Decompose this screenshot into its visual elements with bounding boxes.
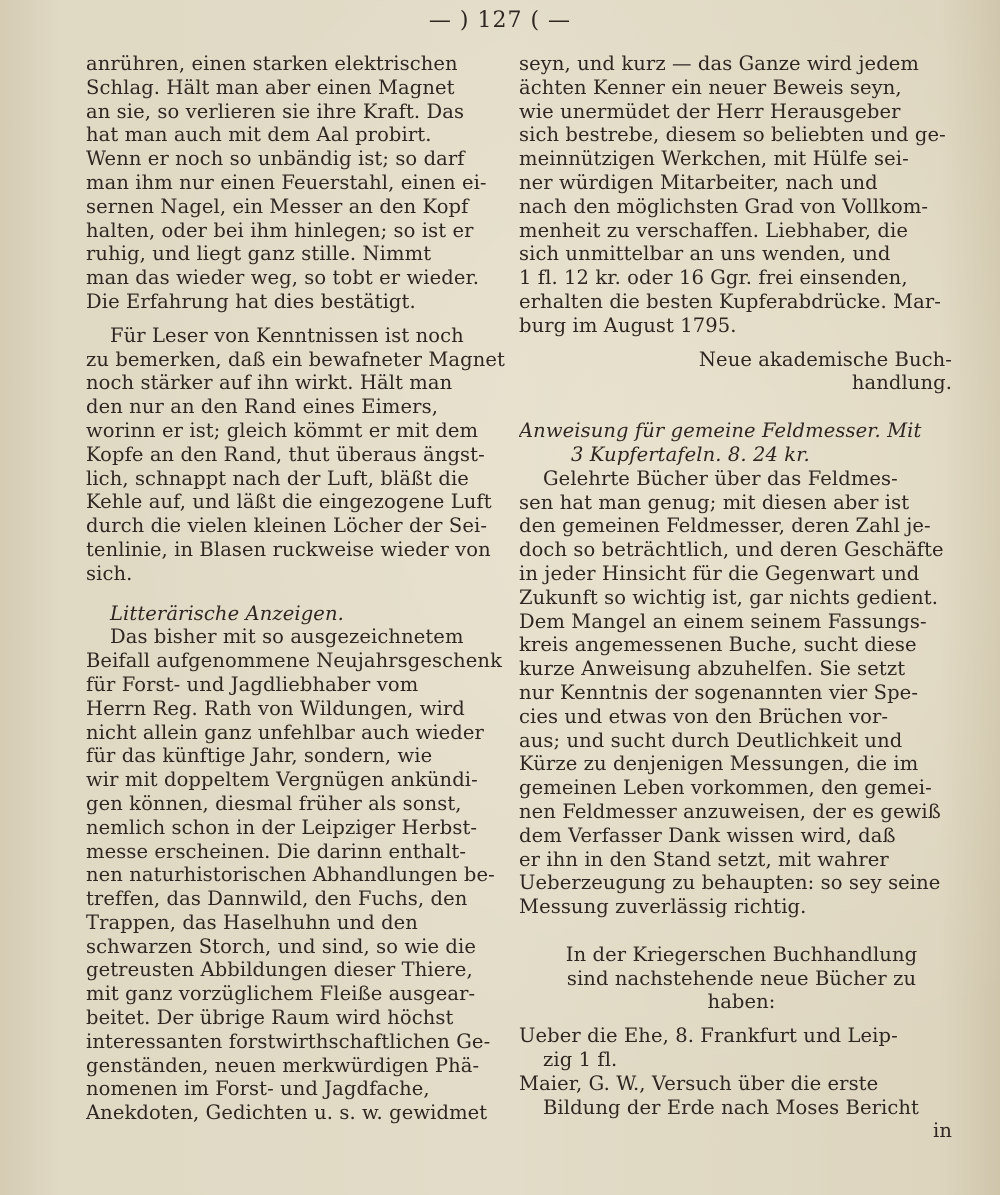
text-line: sich. bbox=[86, 561, 133, 585]
text-line: wie unermüdet der Herr Herausgeber bbox=[519, 99, 901, 123]
text-line: sich unmittelbar an uns wenden, und bbox=[519, 242, 891, 266]
text-line: lich, schnappt nach der Luft, bläßt die bbox=[86, 466, 469, 490]
text-line: zu bemerken, daß ein bewafneter Magnet bbox=[86, 347, 505, 371]
text-line: handlung. bbox=[851, 371, 952, 395]
publisher-signature bbox=[519, 348, 964, 396]
text-line: sen hat man genug; mit diesen aber ist bbox=[519, 490, 910, 514]
text-line: man das wieder weg, so tobt er wieder. bbox=[86, 266, 480, 290]
text-line: sernen Nagel, ein Messer an den Kopf bbox=[86, 194, 469, 218]
text-line: für Forst- und Jagdliebhaber vom bbox=[86, 672, 419, 696]
right-paragraph-1 bbox=[519, 52, 964, 338]
page-number: — ) 127 ( — bbox=[428, 8, 572, 33]
text-line: Schlag. Hält man aber einen Magnet bbox=[86, 75, 455, 99]
text-line: doch so beträchtlich, und deren Geschäfte bbox=[519, 538, 944, 562]
text-line: Ueberzeugung zu behaupten: so sey seine bbox=[519, 871, 941, 895]
text-line: nen naturhistorischen Abhandlungen be- bbox=[86, 863, 495, 887]
text-line: hat man auch mit dem Aal probirt. bbox=[86, 123, 432, 147]
bookshop-announcement bbox=[519, 943, 964, 1014]
text-line: kurze Anweisung abzuhelfen. Sie setzt bbox=[519, 657, 906, 681]
text-line: Beifall aufgenommene Neujahrsgeschenk bbox=[86, 649, 503, 673]
right-paragraph-2 bbox=[519, 467, 964, 919]
text-line: burg im August 1795. bbox=[519, 313, 737, 337]
text-line: worinn er ist; gleich kömmt er mit dem bbox=[86, 418, 479, 442]
text-line: sind nachstehende neue Bücher zu bbox=[566, 966, 917, 990]
text-line: er ihn in den Stand setzt, mit wahrer bbox=[519, 847, 889, 871]
text-line: gemeinen Leben vorkommen, den gemei- bbox=[519, 776, 932, 800]
text-line: Trappen, das Haselhuhn und den bbox=[86, 910, 418, 934]
right-column bbox=[519, 52, 964, 1143]
text-line: Kopfe an den Rand, thut überaus ängst- bbox=[86, 442, 485, 466]
text-line: meinnützigen Werkchen, mit Hülfe sei- bbox=[519, 147, 909, 171]
text-line: zig 1 fl. bbox=[543, 1048, 618, 1072]
text-line: in jeder Hinsicht für die Gegenwart und bbox=[519, 561, 920, 585]
text-line: treffen, das Dannwild, den Fuchs, den bbox=[86, 887, 468, 911]
text-line: Wenn er noch so unbändig ist; so darf bbox=[86, 147, 465, 171]
text-line: tenlinie, in Blasen ruckweise wieder von bbox=[86, 537, 491, 561]
text-line: an sie, so verlieren sie ihre Kraft. Das bbox=[86, 99, 465, 123]
text-line: Dem Mangel an einem seinem Fassungs- bbox=[519, 609, 927, 633]
text-line: Die Erfahrung hat dies bestätigt. bbox=[86, 289, 416, 313]
text-line: genständen, neuen merkwürdigen Phä- bbox=[86, 1053, 480, 1077]
left-paragraph-3 bbox=[86, 625, 511, 1125]
text-line: Ueber die Ehe, 8. Frankfurt und Leip- bbox=[519, 1024, 898, 1048]
text-line: man ihm nur einen Feuerstahl, einen ei- bbox=[86, 170, 487, 194]
text-line: ner würdigen Mitarbeiter, nach und bbox=[519, 170, 878, 194]
text-line: den nur an den Rand eines Eimers, bbox=[86, 395, 438, 419]
text-line: Anekdoten, Gedichten u. s. w. gewidmet bbox=[86, 1101, 488, 1125]
text-line: Kehle auf, und läßt die eingezogene Luft bbox=[86, 490, 492, 514]
text-line: nen Feldmesser anzuweisen, der es gewiß bbox=[519, 799, 941, 823]
text-line: durch die vielen kleinen Löcher der Sei- bbox=[86, 514, 488, 538]
text-line: Neue akademische Buch- bbox=[698, 347, 952, 371]
text-line: nur Kenntnis der sogenannten vier Spe- bbox=[519, 680, 919, 704]
text-line: erhalten die besten Kupferabdrücke. Mar- bbox=[519, 289, 941, 313]
text-line: menheit zu verschaffen. Liebhaber, die bbox=[519, 218, 908, 242]
text-line: wir mit doppeltem Vergnügen ankündi- bbox=[86, 768, 478, 792]
text-line: den gemeinen Feldmesser, deren Zahl je- bbox=[519, 514, 931, 538]
text-line: ruhig, und liegt ganz stille. Nimmt bbox=[86, 242, 432, 266]
text-line: Zukunft so wichtig ist, gar nichts gedient. bbox=[519, 585, 938, 609]
text-line: Herrn Reg. Rath von Wildungen, wird bbox=[86, 696, 465, 720]
text-line: noch stärker auf ihn wirkt. Hält man bbox=[86, 371, 453, 395]
left-paragraph-2 bbox=[86, 324, 511, 586]
text-line: Für Leser von Kenntnissen ist noch bbox=[110, 323, 464, 347]
text-line: dem Verfasser Dank wissen wird, daß bbox=[519, 823, 896, 847]
text-line: nomenen im Forst- und Jagdfache, bbox=[86, 1077, 430, 1101]
text-line: mit ganz vorzüglichem Fleiße ausgear- bbox=[86, 982, 476, 1006]
text-line: Kürze zu denjenigen Messungen, die im bbox=[519, 752, 919, 776]
text-line: Messung zuverlässig richtig. bbox=[519, 895, 807, 919]
text-line: 1 fl. 12 kr. oder 16 Ggr. frei einsenden, bbox=[519, 266, 908, 290]
text-line: messe erscheinen. Die darinn enthalt- bbox=[86, 839, 467, 863]
text-line: Bildung der Erde nach Moses Bericht bbox=[543, 1095, 919, 1119]
text-line: anrühren, einen starken elektrischen bbox=[86, 52, 458, 75]
text-line: Anweisung für gemeine Feldmesser. Mit bbox=[519, 419, 922, 443]
text-line: sich bestrebe, diesem so beliebten und ge- bbox=[519, 123, 946, 147]
text-line: ächten Kenner ein neuer Beweis seyn, bbox=[519, 75, 902, 99]
text-line: In der Kriegerschen Buchhandlung bbox=[565, 942, 918, 966]
text-line: seyn, und kurz — das Ganze wird jedem bbox=[519, 52, 920, 75]
book-title-feldmesser bbox=[519, 419, 964, 467]
text-line: Gelehrte Bücher über das Feldmes- bbox=[543, 466, 898, 490]
section-heading: Litterärische Anzeigen. bbox=[110, 601, 344, 625]
text-line: halten, oder bei ihm hinlegen; so ist er bbox=[86, 218, 474, 242]
text-line: kreis angemessenen Buche, sucht diese bbox=[519, 633, 917, 657]
book-list-entries bbox=[519, 1024, 964, 1143]
text-line: Das bisher mit so ausgezeichnetem bbox=[110, 625, 464, 649]
text-line: in bbox=[933, 1119, 952, 1143]
text-line: nicht allein ganz unfehlbar auch wieder bbox=[86, 720, 484, 744]
text-line: nach den möglichsten Grad von Vollkom- bbox=[519, 194, 929, 218]
text-line: 3 Kupfertafeln. 8. 24 kr. bbox=[571, 442, 810, 466]
text-line: Maier, G. W., Versuch über die erste bbox=[519, 1071, 879, 1095]
text-line: gen können, diesmal früher als sonst, bbox=[86, 791, 462, 815]
text-line: interessanten forstwirthschaftlichen Ge- bbox=[86, 1029, 491, 1053]
text-line: nemlich schon in der Leipziger Herbst- bbox=[86, 815, 478, 839]
text-line: cies und etwas von den Brüchen vor- bbox=[519, 704, 889, 728]
text-line: aus; und sucht durch Deutlichkeit und bbox=[519, 728, 903, 752]
text-line: für das künftige Jahr, sondern, wie bbox=[86, 744, 433, 768]
left-paragraph-1 bbox=[86, 52, 511, 314]
text-line: haben: bbox=[707, 990, 776, 1014]
left-column bbox=[86, 52, 511, 1125]
text-line: getreusten Abbildungen dieser Thiere, bbox=[86, 958, 473, 982]
text-line: beitet. Der übrige Raum wird höchst bbox=[86, 1006, 454, 1030]
text-line: schwarzen Storch, und sind, so wie die bbox=[86, 934, 476, 958]
